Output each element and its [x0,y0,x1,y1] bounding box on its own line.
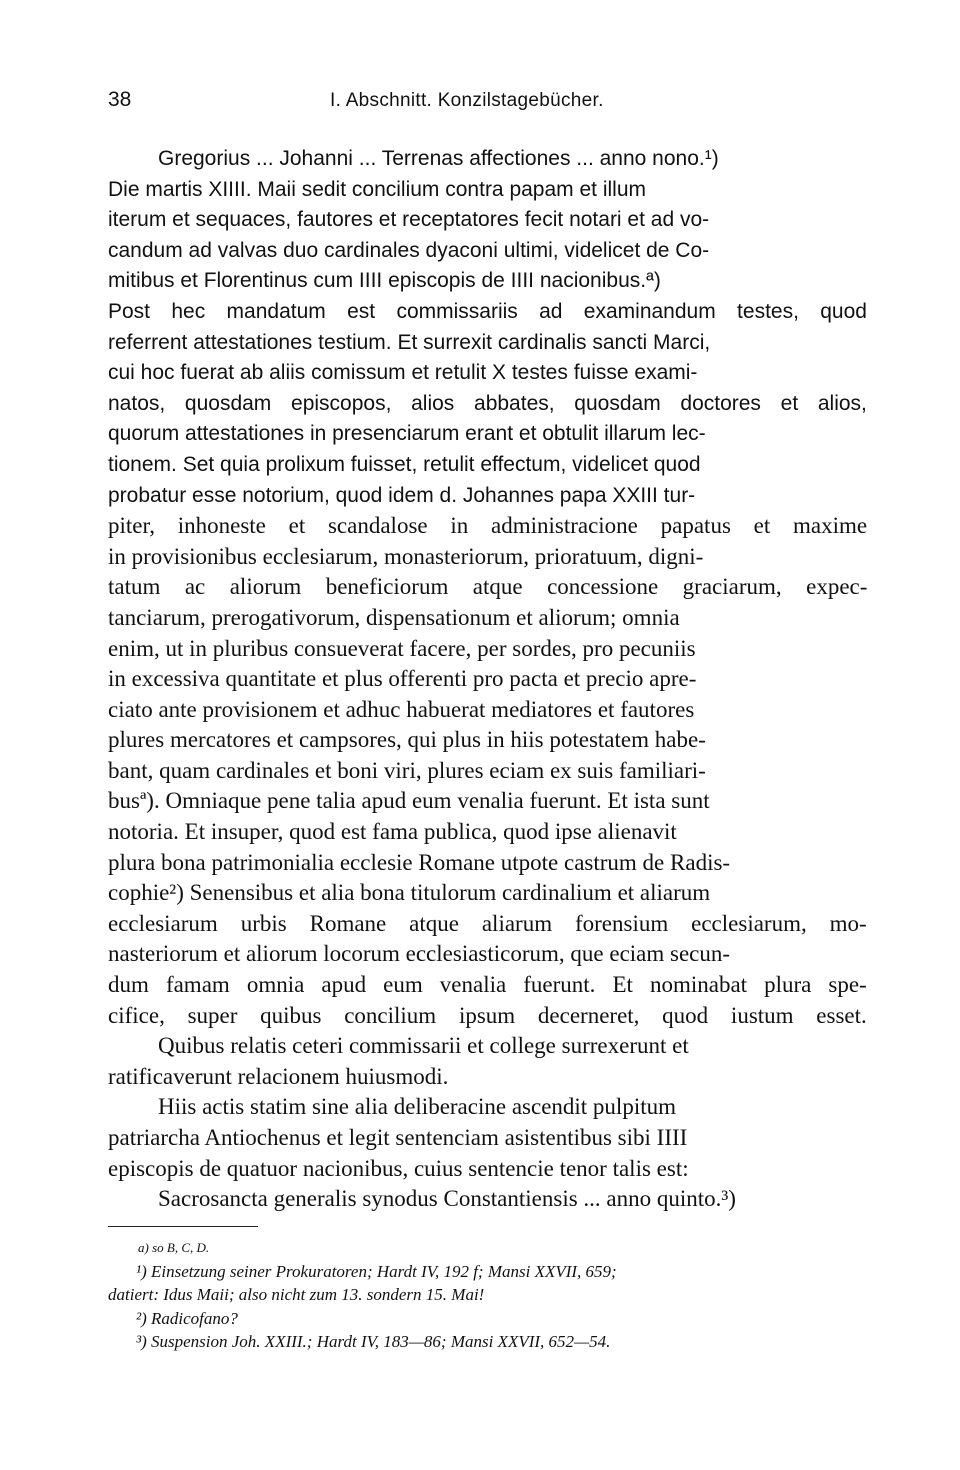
body-text [108,144,867,1215]
text-line: Hiis actis statim sine alia deliberacine ascendit pulpitum [158,1094,676,1120]
text-line: tionem. Set quia prolixum fuisset, retulit effectum, videlicet quod [108,452,701,476]
text-line: cophie²) Senensibus et alia bona titulorum cardinalium et aliarum [108,880,711,906]
text-line: referrent attestationes testium. Et surrexit cardinalis sancti Marci, [108,330,711,354]
text-line: ratificaverunt relacionem huiusmodi. [108,1063,449,1089]
text-line: quorum attestationes in presenciarum erant et obtulit illarum lec- [108,422,706,446]
text-line: ecclesiarum urbis Romane atque aliarum forensium ecclesiarum, mo- [108,910,867,936]
text-line: plura bona patrimonialia ecclesie Romane utpote castrum de Radis- [108,849,731,875]
text-line: episcopis de quatuor nacionibus, cuius sentencie tenor talis est: [108,1155,689,1181]
footnote-line: datiert: Idus Maii; also nicht zum 13. sondern 15. Mai! [108,1285,485,1304]
text-line: patriarcha Antiochenus et legit sentenciam asistentibus sibi IIII [108,1125,688,1150]
text-line: Sacrosancta generalis synodus Constantiensis ... anno quinto.³) [158,1186,736,1212]
text-line: mitibus et Florentinus cum IIII episcopis de IIII nacionibus.ª) [108,269,661,293]
text-line: tanciarum, prerogativorum, dispensationum et aliorum; omnia [108,604,680,630]
text-line: Gregorius ... Johanni ... Terrenas affectiones ... anno nono.¹) [158,147,719,170]
text-line: cifice, super quibus concilium ipsum decerneret, quod iustum esset. [108,1002,867,1028]
text-line: piter, inhoneste et scandalose in administracione papatus et maxime [108,513,868,539]
text-line: probatur esse notorium, quod idem d. Johannes papa XXIII tur- [108,483,696,507]
text-line: candum ad valvas duo cardinales dyaconi ultimi, videlicet de Co- [108,238,710,262]
text-line: ciato ante provisionem et adhuc habuerat mediatores et fautores [108,696,695,722]
page-header [108,88,868,118]
running-head: I. Abschnitt. Konzilstagebücher. [330,90,604,111]
text-line: cui hoc fuerat ab aliis comissum et retulit X testes fuisse exami- [108,361,698,385]
footnote-line: ³) Suspension Joh. XXIII.; Hardt IV, 183—86; Mansi XXVII, 652—54. [136,1332,611,1351]
footnote-divider [108,1226,258,1227]
text-line: bant, quam cardinales et boni viri, plures eciam ex suis familiari- [108,757,706,783]
text-line: Quibus relatis ceteri commissarii et college surrexerunt et [158,1033,689,1059]
text-line: plures mercatores et campsores, qui plus in hiis potestatem habe- [108,727,706,753]
footnotes [108,1236,867,1354]
footnote-line: ¹) Einsetzung seiner Prokuratoren; Hardt IV, 192 f; Mansi XXVII, 659; [136,1261,617,1281]
text-line: notoria. Et insuper, quod est fama publica, quod ipse alienavit [108,819,677,845]
footnote-line: ²) Radicofano? [136,1308,238,1328]
footnote-line: a) so B, C, D. [138,1240,210,1255]
text-line: busª). Omniaque pene talia apud eum venalia fuerunt. Et ista sunt [108,788,710,814]
text-line: in excessiva quantitate et plus offerenti pro pacta et precio apre- [108,666,697,692]
text-line: in provisionibus ecclesiarum, monasteriorum, prioratuum, digni- [108,543,704,569]
text-line: tatum ac aliorum beneficiorum atque concessione graciarum, expec- [108,574,868,600]
page-number: 38 [108,88,132,111]
text-line: nasteriorum et aliorum locorum ecclesiasticorum, que eciam secun- [108,941,731,967]
text-line: iterum et sequaces, fautores et receptatores fecit notari et ad vo- [108,208,710,232]
text-line: enim, ut in pluribus consueverat facere, per sordes, pro pecuniis [108,635,696,661]
text-line: dum famam omnia apud eum venalia fuerunt. Et nominabat plura spe- [108,972,867,998]
text-line: Die martis XIIII. Maii sedit concilium contra papam et illum [108,177,647,201]
text-line: Post hec mandatum est commissariis ad examinandum testes, quod [108,299,867,323]
text-line: natos, quosdam episcopos, alios abbates, quosdam doctores et alios, [108,391,867,415]
